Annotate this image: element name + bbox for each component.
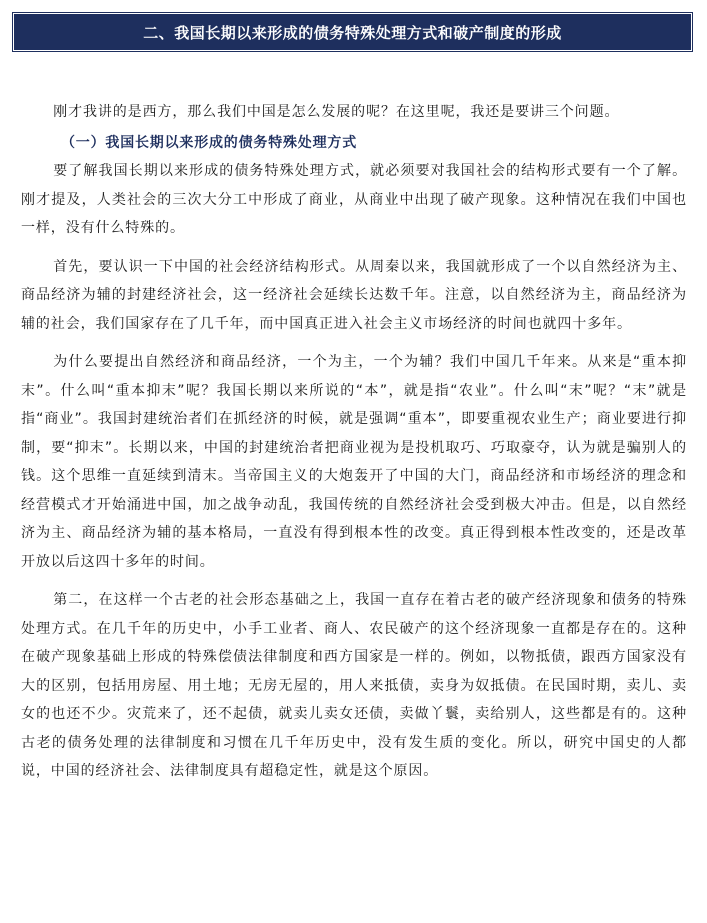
body-paragraph-3: 为什么要提出自然经济和商品经济，一个为主，一个为辅？我们中国几千年来。从来是“重本抑末”。什么叫“重本抑末”呢？我国长期以来所说的“本”，就是指“农业”。什么叫“末”呢？“末”就是指“商业”。我国封建统治者们在抓经济的时候，就是强调“重本”，即要重视农业生产；商业要进行抑制，要“抑末”。长期以来，中国的封建统治者把商业视为是投机取巧、巧取豪夺，认为就是骗别人的钱。这个思维一直延续到清末。当帝国主义的大炮轰开了中国的大门，商品经济和市场经济的理念和经营模式才开始涌进中国，加之战争动乱，我国传统的自然经济社会受到极大冲击。但是，以自然经济为主、商品经济为辅的基本格局，一直没有得到根本性的改变。真正得到根本性改变的，还是改革开放以后这四十多年的时间。 <box>21 354 687 570</box>
intro-paragraph: 刚才我讲的是西方，那么我们中国是怎么发展的呢？在这里呢，我还是要讲三个问题。 <box>53 104 620 120</box>
chapter-title: 二、我国长期以来形成的债务特殊处理方式和破产制度的形成 <box>143 23 562 42</box>
body-paragraph-2: 首先，要认识一下中国的社会经济结构形式。从周秦以来，我国就形成了一个以自然经济为主、商品经济为辅的封建经济社会，这一经济社会延续长达数千年。注意，以自然经济为主，商品经济为辅的社会，我们国家存在了几千年，而中国真正进入社会主义市场经济的时间也就四十多年。 <box>21 258 687 332</box>
body-paragraph-4: 第二，在这样一个古老的社会形态基础之上，我国一直存在着古老的破产经济现象和债务的特殊处理方式。在几千年的历史中，小手工业者、商人、农民破产的这个经济现象一直都是存在的。这种在破产现象基础上形成的特殊偿债法律制度和西方国家是一样的。例如，以物抵债，跟西方国家没有大的区别，包括用房屋、用土地；无房无屋的，用人来抵债，卖身为奴抵债。在民国时期，卖儿、卖女的也还不少。灾荒来了，还不起债，就卖儿卖女还债，卖做丫鬟，卖给别人，这些都是有的。这种古老的债务处理的法律制度和习惯在几千年历史中，没有发生质的变化。所以，研究中国史的人都说，中国的经济社会、法律制度具有超稳定性，就是这个原因。 <box>21 592 687 779</box>
body-paragraph-1: 要了解我国长期以来形成的债务特殊处理方式，就必须要对我国社会的结构形式要有一个了解。刚才提及，人类社会的三次大分工中形成了商业，从商业中出现了破产现象。这种情况在我们中国也一样，没有什么特殊的。 <box>21 163 687 236</box>
chapter-banner <box>12 12 693 52</box>
section-heading: （一）我国长期以来形成的债务特殊处理方式 <box>61 134 357 151</box>
article-body <box>21 98 687 786</box>
